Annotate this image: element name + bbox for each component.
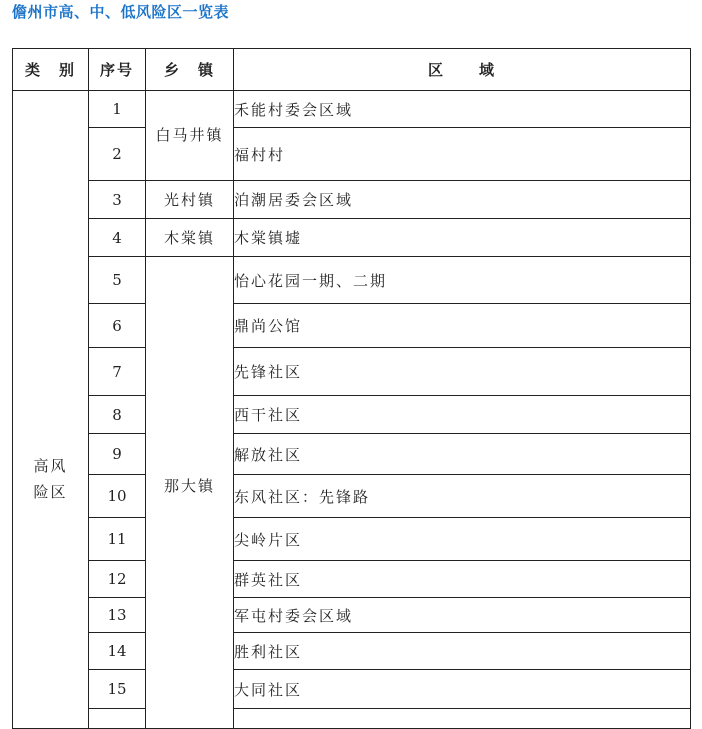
header-town: 乡 镇 — [146, 49, 234, 91]
town-cell: 那大镇 — [146, 257, 234, 729]
table-row — [13, 518, 691, 561]
row-number: 12 — [89, 561, 146, 598]
town-cell: 白马井镇 — [146, 91, 234, 181]
area-cell: 怡心花园一期、二期 — [234, 257, 691, 304]
area-cell — [234, 709, 691, 729]
table-row — [13, 396, 691, 434]
table-row — [13, 475, 691, 518]
row-number: 15 — [89, 670, 146, 709]
row-number — [89, 709, 146, 729]
table-row — [13, 561, 691, 598]
table-row — [13, 128, 691, 181]
town-cell: 光村镇 — [146, 181, 234, 219]
area-cell: 群英社区 — [234, 561, 691, 598]
table-row — [13, 598, 691, 633]
area-cell: 先锋社区 — [234, 348, 691, 396]
table-row — [13, 348, 691, 396]
table-header-row — [13, 49, 691, 91]
area-cell: 尖岭片区 — [234, 518, 691, 561]
table-row — [13, 181, 691, 219]
row-number: 7 — [89, 348, 146, 396]
header-index: 序号 — [89, 49, 146, 91]
area-cell: 西干社区 — [234, 396, 691, 434]
table-row — [13, 434, 691, 475]
table-row — [13, 709, 691, 729]
area-cell: 胜利社区 — [234, 633, 691, 670]
table-row — [13, 257, 691, 304]
town-cell: 木棠镇 — [146, 219, 234, 257]
table-row — [13, 670, 691, 709]
row-number: 13 — [89, 598, 146, 633]
row-number: 3 — [89, 181, 146, 219]
area-cell: 鼎尚公馆 — [234, 304, 691, 348]
row-number: 1 — [89, 91, 146, 128]
page-title: 儋州市高、中、低风险区一览表 — [12, 3, 230, 21]
row-number: 4 — [89, 219, 146, 257]
row-number: 14 — [89, 633, 146, 670]
area-cell: 禾能村委会区域 — [234, 91, 691, 128]
area-cell: 泊潮居委会区域 — [234, 181, 691, 219]
row-number: 6 — [89, 304, 146, 348]
row-number: 8 — [89, 396, 146, 434]
area-cell: 解放社区 — [234, 434, 691, 475]
area-cell: 木棠镇墟 — [234, 219, 691, 257]
row-number: 11 — [89, 518, 146, 561]
row-number: 10 — [89, 475, 146, 518]
table-row — [13, 633, 691, 670]
row-number: 2 — [89, 128, 146, 181]
category-cell: 高风 险区 — [13, 91, 89, 729]
table-row — [13, 219, 691, 257]
table-row — [13, 304, 691, 348]
area-cell: 军屯村委会区域 — [234, 598, 691, 633]
area-cell: 东风社区：先锋路 — [234, 475, 691, 518]
area-cell: 福村村 — [234, 128, 691, 181]
header-category: 类 别 — [13, 49, 89, 91]
row-number: 9 — [89, 434, 146, 475]
area-cell: 大同社区 — [234, 670, 691, 709]
header-area: 区 域 — [234, 49, 691, 91]
risk-area-table — [12, 48, 691, 729]
row-number: 5 — [89, 257, 146, 304]
table-row — [13, 91, 691, 128]
